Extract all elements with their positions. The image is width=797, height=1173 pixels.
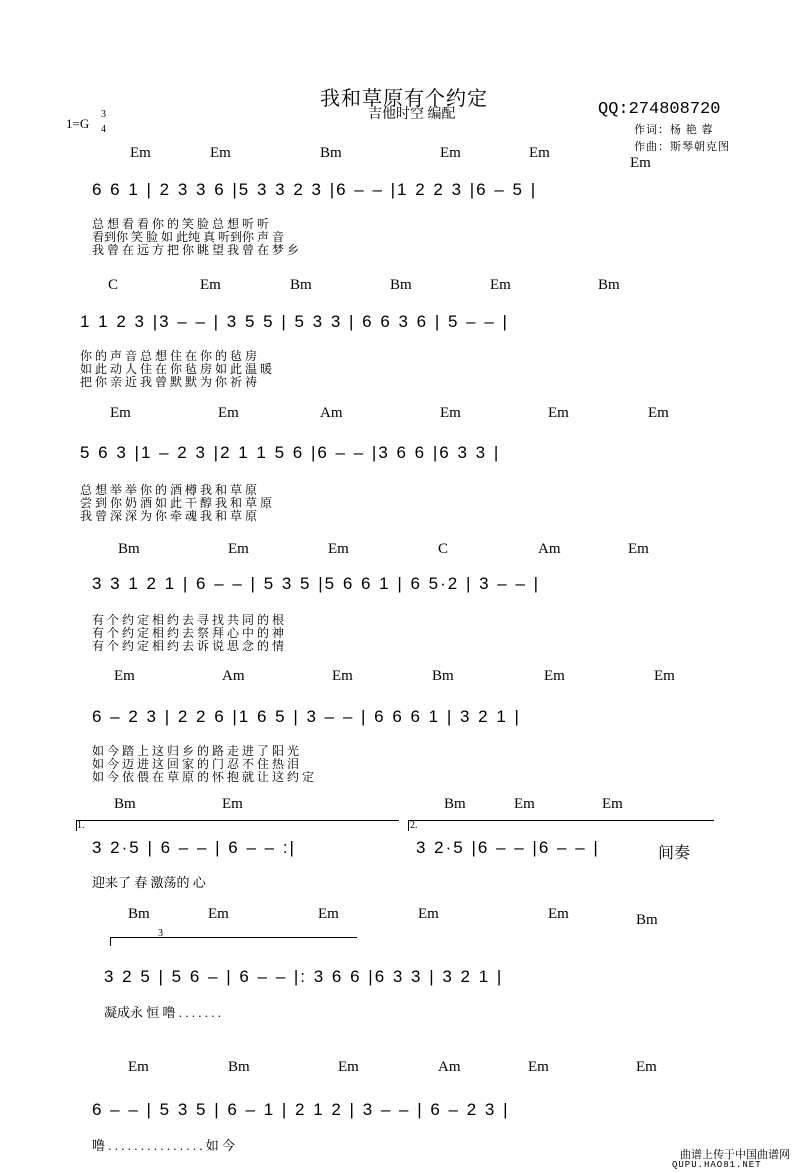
chord: Am — [222, 668, 245, 684]
chord: Em — [338, 1059, 359, 1075]
lyrics-verse-1: 有 个 约 定 相 约 去 寻 找 共 同 的 根 — [92, 613, 285, 627]
notation-line: 6 – – | 5 3 5 | 6 – 1 | 2 1 2 | 3 – – | 6 – 2 3 | — [92, 1100, 510, 1119]
time-signature-top: 3 — [101, 109, 106, 120]
chord: Am — [320, 405, 343, 421]
volta-1-bracket — [76, 820, 399, 831]
lyrics-verse-3: 有 个 约 定 相 约 去 诉 说 思 念 的 情 — [92, 639, 285, 653]
chord: Am — [438, 1059, 461, 1075]
lyrics-verse-3: 我 曾 深 深 为 你 牵 魂 我 和 草 原 — [80, 509, 258, 523]
chord: Em — [529, 145, 550, 161]
chord: Bm — [128, 906, 150, 922]
chord: Em — [440, 405, 461, 421]
chord: Am — [538, 541, 561, 557]
lyrics-verse-1: 如 今 踏 上 这 归 乡 的 路 走 进 了 阳 光 — [92, 744, 300, 758]
triplet-bracket — [110, 937, 357, 946]
chord: Em — [210, 145, 231, 161]
lyrics-verse-1: 总 想 举 举 你 的 酒 樽 我 和 草 原 — [80, 483, 258, 497]
chord: Em — [548, 405, 569, 421]
notation-line: 3 2 5 | 5 6 – | 6 – – |: 3 6 6 |6 3 3 | 3 2 1 | — [104, 967, 504, 986]
notation-line: 5 6 3 |1 – 2 3 |2 1 1 5 6 |6 – – |3 6 6 |6 3 3 | — [80, 443, 501, 462]
notation-line-ending-1: 3 2·5 | 6 – – | 6 – – :| — [92, 838, 296, 857]
chord: Bm — [390, 277, 412, 293]
qq-number: QQ:274808720 — [598, 100, 721, 119]
lyrics-verse-1: 噜 . . . . . . . . . . . . . . . 如 今 — [92, 1138, 236, 1153]
chord: Bm — [320, 145, 342, 161]
chord-row — [0, 668, 797, 688]
lyrics-verse-1: 凝成永 恒 噜 . . . . . . . — [104, 1005, 222, 1020]
interlude-label: 间奏 — [658, 845, 691, 862]
chord: Em — [440, 145, 461, 161]
chord: Em — [514, 796, 535, 812]
chord: Em — [528, 1059, 549, 1075]
chord: Bm — [290, 277, 312, 293]
notation-line: 6 – 2 3 | 2 2 6 |1 6 5 | 3 – – | 6 6 6 1 | 3 2 1 | — [92, 707, 521, 726]
notation-line: 3 3 1 2 1 | 6 – – | 5 3 5 |5 6 6 1 | 6 5·2 | 3 – – | — [92, 574, 541, 593]
chord: Em — [602, 796, 623, 812]
chord: Em — [628, 541, 649, 557]
chord-row — [0, 405, 797, 425]
key-signature: 1=G — [66, 116, 90, 131]
chord: Em — [654, 668, 675, 684]
chord: C — [438, 541, 449, 557]
lyrics-verse-2: 尝 到 你 奶 酒 如 此 干 醇 我 和 草 原 — [80, 496, 273, 510]
footer-url: QUPU.HAO81.NET — [672, 1160, 762, 1170]
chord: Em — [318, 906, 339, 922]
lyrics-verse-3: 把 你 亲 近 我 曾 默 默 为 你 祈 祷 — [80, 375, 258, 389]
chord-row — [0, 906, 797, 926]
chord: Em — [328, 541, 349, 557]
chord-row — [0, 277, 797, 297]
chord: Em — [208, 906, 229, 922]
chord: Em — [418, 906, 439, 922]
chord: Em — [228, 541, 249, 557]
notation-line: 6 6 1 | 2 3 3 6 |5 3 3 2 3 |6 – – |1 2 2 3 |6 – 5 | — [92, 180, 538, 199]
lyrics-verse-1: 总 想 看 看 你 的 笑 脸 总 想 听 听 — [92, 217, 270, 231]
chord: Em — [332, 668, 353, 684]
time-signature-bottom: 4 — [101, 124, 106, 135]
chord: Em — [130, 145, 151, 161]
arranger-credit: 吉他时空 编配 — [368, 107, 456, 122]
lyrics-verse-2: 如 此 动 人 住 在 你 毡 房 如 此 温 暖 — [80, 362, 273, 376]
lyrics-verse-2: 看到你 笑 脸 如 此纯 真 听到你 声 音 — [92, 230, 285, 244]
notation-line-ending-2: 3 2·5 |6 – – |6 – – | — [416, 838, 600, 857]
chord: Bm — [114, 796, 136, 812]
chord-row — [0, 1059, 797, 1079]
chord: Bm — [118, 541, 140, 557]
chord: Bm — [444, 796, 466, 812]
volta-2-bracket — [408, 820, 714, 831]
chord: Bm — [598, 277, 620, 293]
chord: Em — [218, 405, 239, 421]
chord: Em — [128, 1059, 149, 1075]
chord: Em — [548, 906, 569, 922]
lyrics-verse-1: 你 的 声 音 总 想 住 在 你 的 毡 房 — [80, 349, 258, 363]
footer-source: 曲谱上传于中国曲谱网 — [680, 1149, 790, 1161]
lyrics-verse-2: 有 个 约 定 相 约 去 祭 拜 心 中 的 神 — [92, 626, 285, 640]
chord-row — [0, 796, 797, 816]
notation-line: 1 1 2 3 |3 – – | 3 5 5 | 5 3 3 | 6 6 3 6 | 5 – – | — [80, 312, 509, 331]
lyrics-verse-3: 我 曾 在 远 方 把 你 眺 望 我 曾 在 梦 乡 — [92, 243, 300, 257]
chord: Em — [648, 405, 669, 421]
chord-row — [0, 541, 797, 561]
chord: Bm — [228, 1059, 250, 1075]
chord-row — [0, 145, 797, 171]
composer-credit: 作曲：斯琴朝克图 — [634, 141, 730, 153]
lyrics-verse-1: 迎来了 春 激荡的 心 — [92, 875, 206, 890]
chord: Em — [630, 155, 651, 171]
lyricist-credit: 作词：杨 艳 蓉 — [634, 124, 714, 136]
chord: Bm — [432, 668, 454, 684]
lyrics-verse-2: 如 今 迈 进 这 回 家 的 门 忍 不 住 热 泪 — [92, 757, 300, 771]
volta-1-label: 1. — [77, 820, 85, 831]
chord: Em — [200, 277, 221, 293]
chord: Em — [636, 1059, 657, 1075]
chord: C — [108, 277, 119, 293]
chord: Em — [114, 668, 135, 684]
lyrics-verse-3: 如 今 依 偎 在 草 原 的 怀 抱 就 让 这 约 定 — [92, 770, 315, 784]
chord: Em — [490, 277, 511, 293]
chord: Em — [544, 668, 565, 684]
song-title: 我和草原有个约定 — [320, 88, 488, 110]
volta-2-label: 2. — [410, 820, 418, 831]
chord: Em — [110, 405, 131, 421]
chord: Bm — [636, 912, 658, 928]
chord: Em — [222, 796, 243, 812]
triplet-label: 3 — [158, 928, 163, 939]
